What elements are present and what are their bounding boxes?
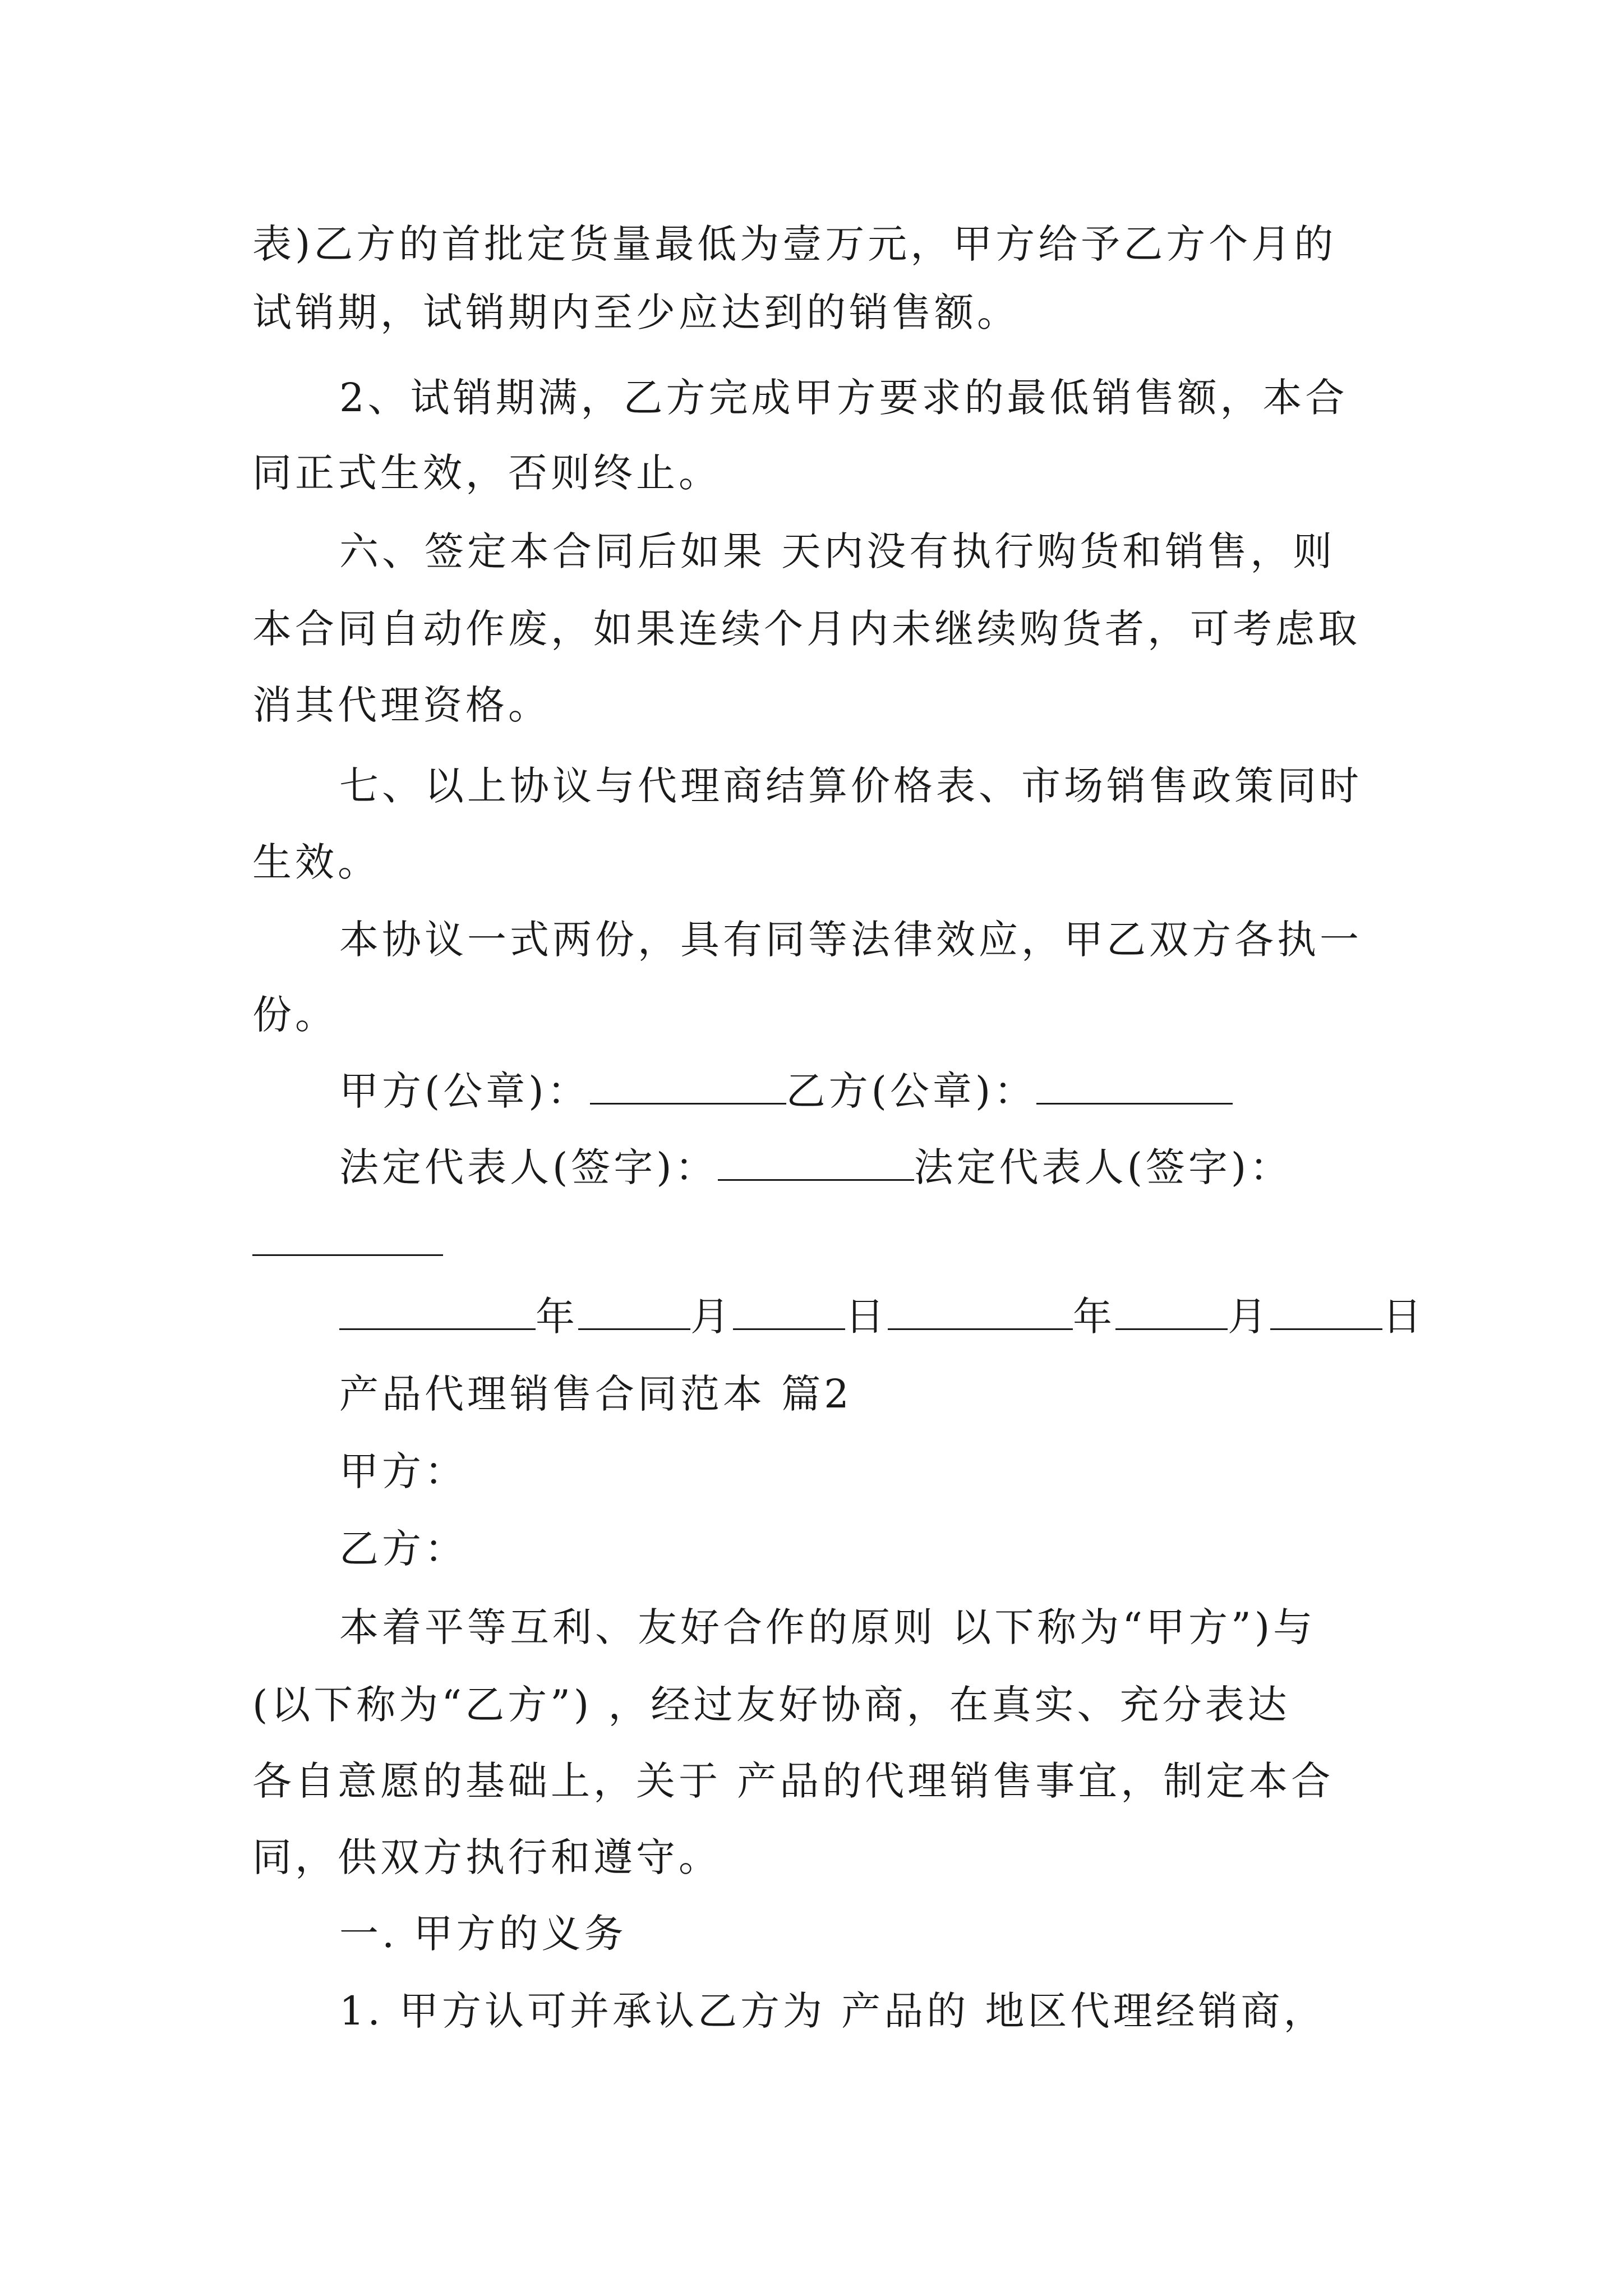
paragraph-line: (以下称为“乙方”) ，经过友好协商，在真实、充分表达 (252, 1682, 1290, 1728)
day-label: 日 (845, 1294, 888, 1340)
party-b-seal-label: 乙方(公章)： (786, 1068, 1037, 1114)
date-blank (1115, 1294, 1228, 1330)
signature-blank (718, 1144, 914, 1181)
signature-blank (590, 1068, 786, 1105)
signature-line-representative (339, 1142, 1478, 1193)
year-label: 年 (1073, 1294, 1115, 1340)
month-label: 月 (1228, 1294, 1270, 1340)
paragraph-line: 表)乙方的首批定货量最低为壹万元，甲方给予乙方个月的 (252, 221, 1337, 267)
section-title: 产品代理销售合同范本 篇2 (339, 1371, 852, 1417)
signature-line-seal (339, 1066, 1478, 1116)
date-blank (888, 1294, 1073, 1330)
date-blank (1270, 1294, 1382, 1330)
date-line (339, 1291, 1478, 1342)
date-blank (733, 1294, 845, 1330)
section-heading: 一. 甲方的义务 (339, 1911, 627, 1957)
paragraph-line: 同正式生效，否则终止。 (252, 450, 721, 496)
paragraph-line: 本着平等互利、友好合作的原则 以下称为“甲方”)与 (339, 1604, 1316, 1650)
paragraph-line: 试销期，试销期内至少应达到的销售额。 (252, 289, 1020, 335)
paragraph-line: 生效。 (252, 839, 380, 885)
party-a-representative-label: 法定代表人(签字)： (339, 1144, 718, 1190)
month-label: 月 (690, 1294, 733, 1340)
signature-blank (252, 1252, 443, 1256)
paragraph-line: 2、试销期满，乙方完成甲方要求的最低销售额，本合 (339, 375, 1348, 421)
date-blank (339, 1294, 536, 1330)
paragraph-line: 六、签定本合同后如果 天内没有执行购货和销售，则 (339, 528, 1336, 574)
paragraph-line: 本协议一式两份，具有同等法律效应，甲乙双方各执一 (339, 917, 1362, 963)
paragraph-line: 同，供双方执行和遵守。 (252, 1834, 721, 1880)
paragraph-line: 本合同自动作废，如果连续个月内未继续购货者，可考虑取 (252, 606, 1361, 652)
paragraph-line: 份。 (252, 992, 338, 1038)
day-label: 日 (1382, 1294, 1425, 1340)
date-blank (578, 1294, 690, 1330)
paragraph-line: 消其代理资格。 (252, 682, 551, 728)
paragraph-line: 七、以上协议与代理商结算价格表、市场销售政策同时 (339, 763, 1362, 809)
party-a-line: 甲方： (339, 1448, 467, 1494)
party-b-line: 乙方： (339, 1526, 467, 1572)
party-b-representative-label: 法定代表人(签字)： (914, 1144, 1293, 1190)
year-label: 年 (536, 1294, 578, 1340)
paragraph-line: 各自意愿的基础上，关于 产品的代理销售事宜，制定本合 (252, 1758, 1334, 1804)
paragraph-line: 1. 甲方认可并承认乙方为 产品的 地区代理经销商， (339, 1988, 1326, 2034)
party-a-seal-label: 甲方(公章)： (339, 1068, 590, 1114)
signature-blank (1036, 1068, 1233, 1105)
